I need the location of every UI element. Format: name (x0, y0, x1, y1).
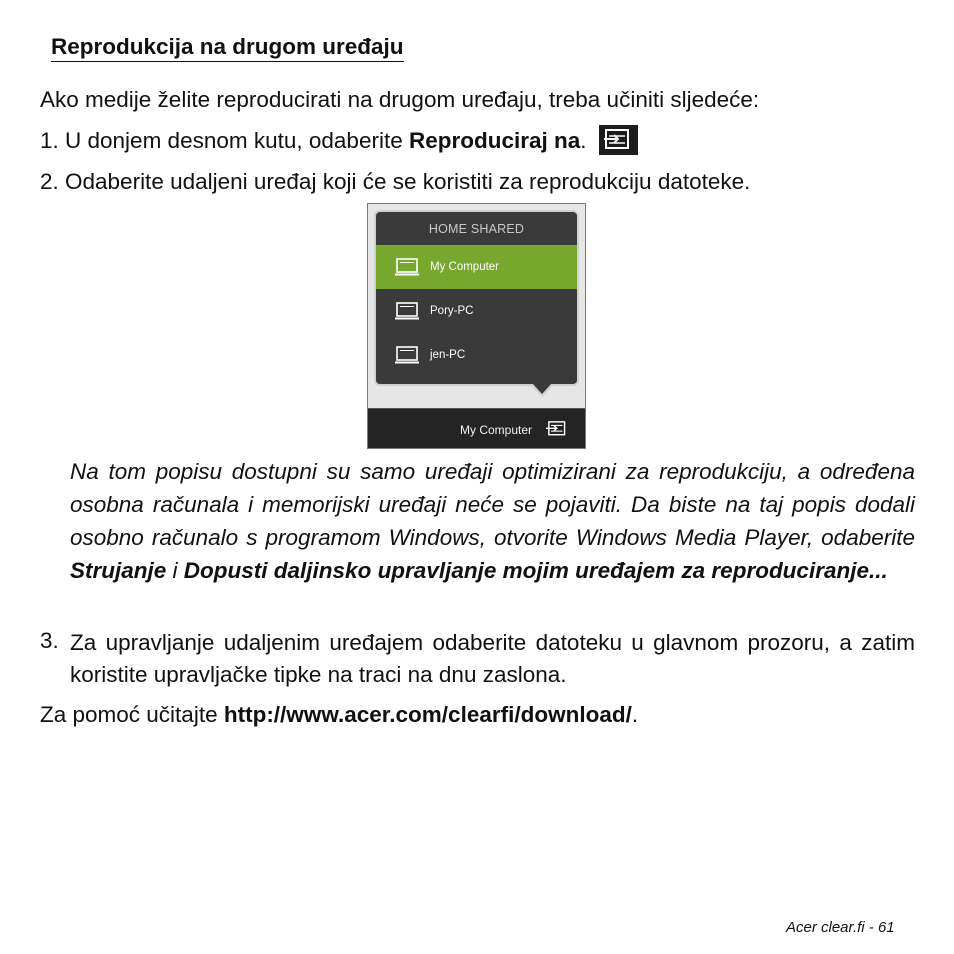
popup-header: HOME SHARED (428, 222, 525, 236)
step-1 (40, 127, 638, 157)
step-1-suffix: . (580, 128, 587, 153)
play-to-icon (599, 125, 638, 155)
device-picker-screenshot (367, 203, 586, 449)
device-label: jen-PC (430, 349, 466, 361)
step-3-text: Za upravljanje udaljenim uređajem odaberite datoteku u glavnom prozoru, a zatim koristite upravljačke tipke na traci na dnu zaslona. (70, 630, 915, 687)
laptop-icon (394, 301, 420, 321)
step-2: 2. Odaberite udaljeni uređaj koji će se koristiti za reprodukciju datoteke. (40, 169, 751, 194)
play-to-button-label[interactable]: My Computer (460, 423, 533, 437)
intro-text: Ako medije želite reproducirati na drugom uređaju, treba učiniti sljedeće: (40, 87, 760, 112)
note-bold-streaming: Strujanje (70, 558, 167, 583)
page-footer: Acer clear.fi - 61 (786, 919, 895, 936)
device-popup (374, 210, 579, 386)
device-item-jen-pc[interactable] (376, 333, 577, 377)
page-title: Reprodukcija na drugom uređaju (51, 33, 404, 62)
laptop-icon (394, 345, 420, 365)
help-prefix: Za pomoć učitajte (40, 702, 224, 727)
note-text: Na tom popisu dostupni su samo uređaji optimizirani za reprodukciju, a određena osobna računala i memorijski uređaji neće se pojaviti. Da biste na taj popis dodali osobno računalo s programom Windows, otvorite Windows Media Player, odaberite (70, 459, 915, 550)
note-bold-allow-remote: Dopusti daljinsko upravljanje mojim uređajem za reproduciranje... (183, 558, 888, 583)
step-3-number: 3. (40, 628, 59, 653)
step-1-text: 1. U donjem desnom kutu, odaberite (40, 128, 409, 153)
device-label: Pory-PC (430, 305, 474, 317)
help-link[interactable]: http://www.acer.com/clearfi/download/ (223, 702, 632, 727)
device-item-my-computer[interactable] (376, 245, 577, 289)
note-paragraph (70, 455, 915, 587)
play-to-icon[interactable] (546, 420, 566, 438)
popup-tail-inner (533, 384, 551, 394)
help-suffix: . (631, 702, 639, 727)
note-middle: i (166, 558, 184, 583)
device-label: My Computer (430, 261, 500, 273)
step-1-bold: Reproduciraj na (408, 128, 581, 153)
bottom-bar (368, 408, 585, 449)
laptop-icon (394, 257, 420, 277)
help-line (40, 701, 638, 728)
device-item-pory-pc[interactable] (376, 289, 577, 333)
